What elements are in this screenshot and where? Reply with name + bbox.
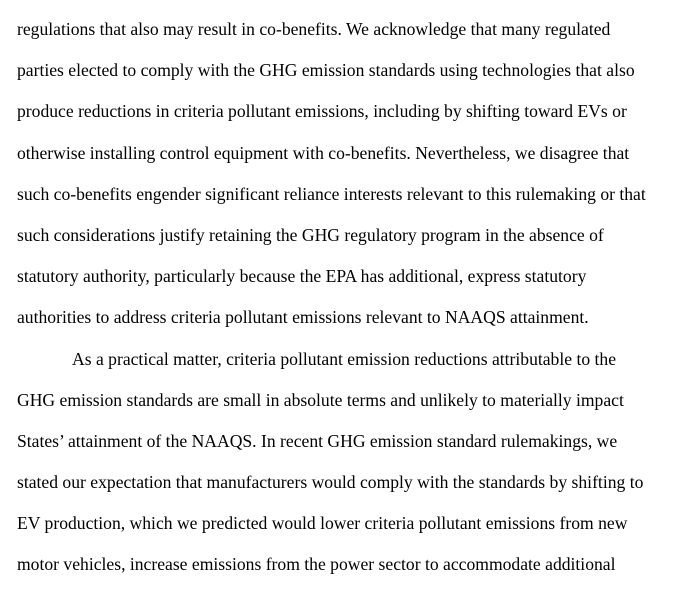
text-line: GHG emission standards are small in absolute terms and unlikely to materially impact [17, 389, 624, 410]
text-line: produce reductions in criteria pollutant emissions, including by shifting toward EVs or [17, 101, 627, 122]
text-line: such considerations justify retaining the GHG regulatory program in the absence of [17, 224, 604, 245]
text-line: otherwise installing control equipment with co-benefits. Nevertheless, we disagree that [17, 142, 630, 163]
text-line: motor vehicles, increase emissions from the power sector to accommodate additional [17, 554, 616, 575]
paragraph-1 [17, 9, 677, 339]
text-line: authorities to address criteria pollutant emissions relevant to NAAQS attainment. [17, 307, 589, 328]
paragraph-2 [17, 339, 677, 586]
text-line: such co-benefits engender significant reliance interests relevant to this rulemaking or that [17, 183, 646, 204]
text-line: EV production, which we predicted would lower criteria pollutant emissions from new [17, 513, 628, 534]
text-line: parties elected to comply with the GHG emission standards using technologies that also [17, 60, 635, 81]
text-line: As a practical matter, criteria pollutant emission reductions attributable to the [72, 348, 617, 369]
text-line: regulations that also may result in co-benefits. We acknowledge that many regulated [17, 19, 611, 39]
document-page [17, 9, 677, 586]
text-line: stated our expectation that manufacturers would comply with the standards by shifting to [17, 472, 644, 493]
text-line: statutory authority, particularly because the EPA has additional, express statutory [17, 266, 587, 287]
text-line: States’ attainment of the NAAQS. In recent GHG emission standard rulemakings, we [17, 430, 618, 451]
